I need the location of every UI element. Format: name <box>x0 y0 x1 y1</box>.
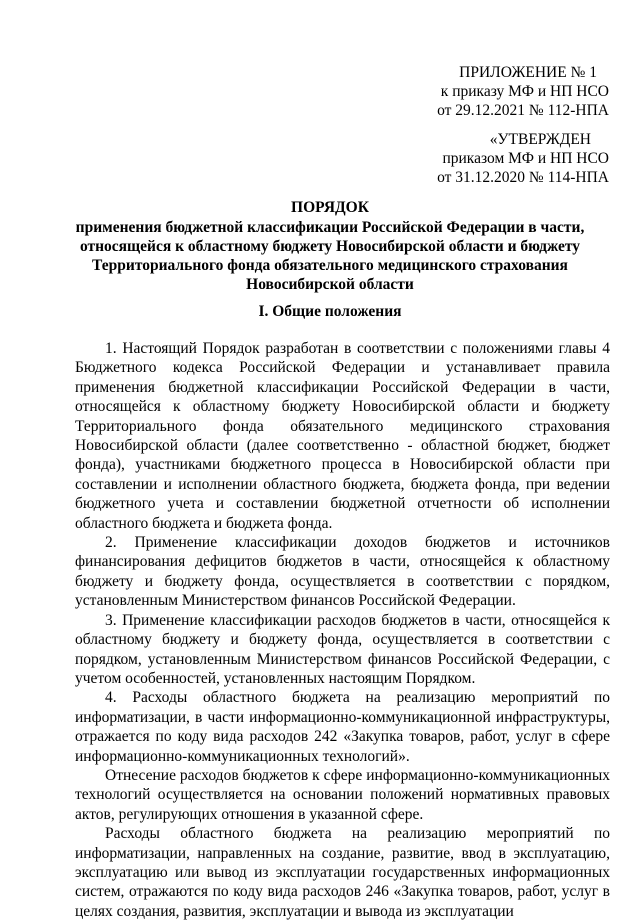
paragraph-6: Расходы областного бюджета на реализацию мероприятий по информатизации, направленных на создание, развитие, ввод в эксплуатацию, эксплуатацию или вывод из эксплуатации государственных информационных систем, отражаются по коду вида расходов 246 «Закупка товаров, работ, услуг в целях создания, развития, эксплуатации и вывода из эксплуатации <box>75 825 610 920</box>
document-title: ПОРЯДОК <box>291 199 369 216</box>
paragraph-1: 1. Настоящий Порядок разработан в соответствии с положениями главы 4 Бюджетного кодекса Российской Федерации и устанавливает правила применения бюджетной классификации Российской Федерации в части, относящейся к областному бюджету Новосибирской области и бюджету Территориального фонда обязательного медицинского страхования Новосибирской области (далее соответственно - областной бюджет, бюджет фонда), участниками бюджетного процесса в Новосибирской области при составлении и исполнении областного бюджета, бюджета фонда, при ведении бюджетного учета и составлении бюджетной отчетности об исполнении областного бюджета и бюджета фонда. <box>75 340 610 532</box>
approval-line-2: приказом МФ и НП НСО <box>442 150 609 167</box>
paragraph-5: Отнесение расходов бюджетов к сфере информационно-коммуникационных технологий осуществляется на основании положений нормативных правовых актов, регулирующих отношения в указанной сфере. <box>75 766 610 823</box>
approval-line-3: от 31.12.2020 № 114-НПА <box>437 169 609 186</box>
appendix-line-2: к приказу МФ и НП НСО <box>440 83 609 100</box>
document-subtitle-line-4: Новосибирской области <box>246 276 414 293</box>
paragraph-4: 4. Расходы областного бюджета на реализацию мероприятий по информатизации, в части информационно-коммуникационной инфраструктуры, отражается по коду вида расходов 242 «Закупка товаров, работ, услуг в сфере информационно-коммуникационных технологий». <box>75 689 610 765</box>
document-heading <box>60 198 600 294</box>
approval-line-1: «УТВЕРЖДЕН <box>489 131 591 148</box>
document-subtitle-line-3: Территориального фонда обязательного медицинского страхования <box>92 257 568 274</box>
approval-block <box>437 130 609 187</box>
appendix-line-3: от 29.12.2021 № 112-НПА <box>437 102 609 119</box>
section-title: I. Общие положения <box>258 303 402 320</box>
appendix-block <box>437 63 609 120</box>
document-subtitle-line-2: относящейся к областному бюджету Новосибирской области и бюджету <box>79 238 581 255</box>
appendix-line-1: ПРИЛОЖЕНИЕ № 1 <box>459 64 597 81</box>
paragraph-3: 3. Применение классификации расходов бюджетов в части, относящейся к областному бюджету и бюджету фонда, осуществляется в соответствии с порядком, установленным Министерством финансов Российской Федерации, с учетом особенностей, установленных настоящим Порядком. <box>75 611 610 687</box>
paragraph-2: 2. Применение классификации доходов бюджетов и источников финансирования дефицитов бюджетов в части, относящейся к областному бюджету и бюджету фонда, осуществляется в соответствии с порядком, установленным Министерством финансов Российской Федерации. <box>75 534 610 610</box>
document-body <box>75 339 610 921</box>
document-subtitle-line-1: применения бюджетной классификации Российской Федерации в части, <box>75 219 585 236</box>
